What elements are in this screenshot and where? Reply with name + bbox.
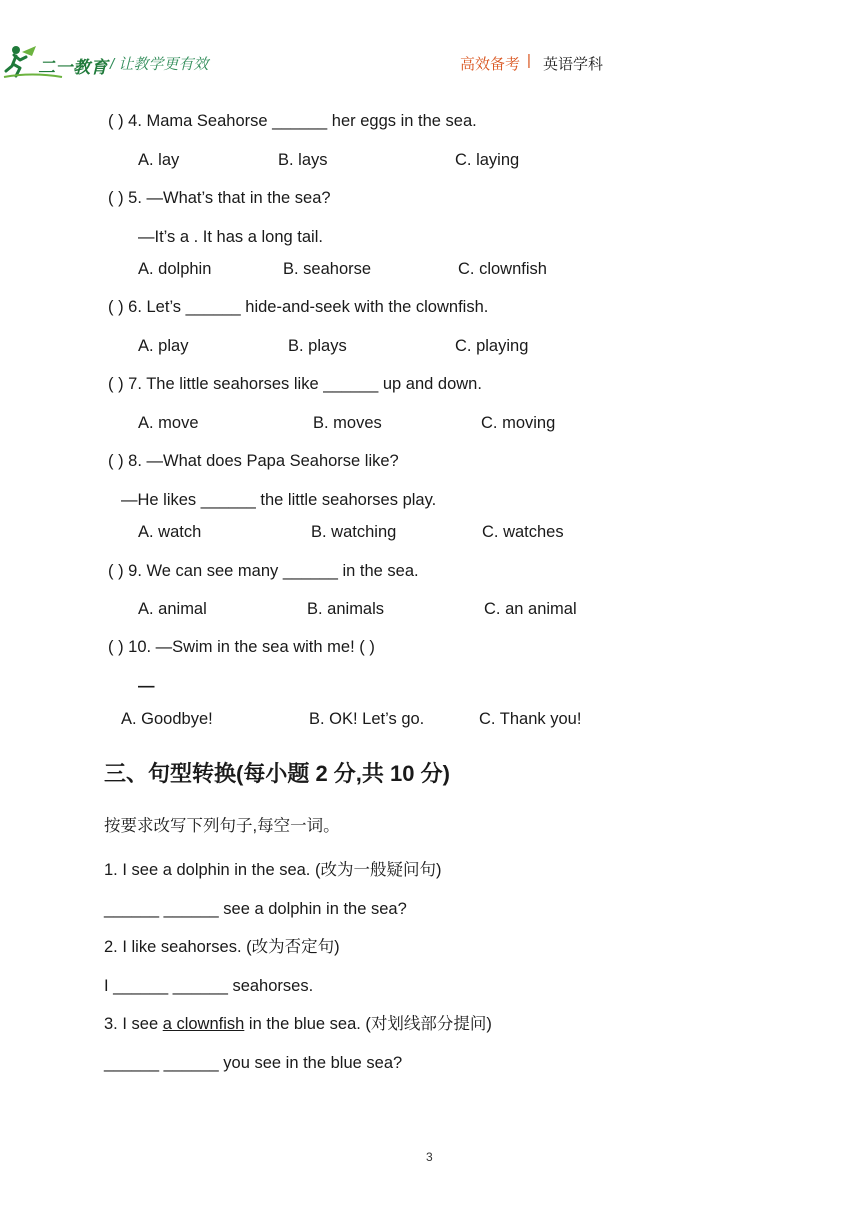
question-9-option-c: C. an animal xyxy=(484,600,577,618)
question-10-option-a: A. Goodbye! xyxy=(121,710,213,728)
question-9-option-b: B. animals xyxy=(307,600,385,618)
question-10-stem: ( ) 10. —Swim in the sea with me! ( ) xyxy=(108,638,375,656)
question-8-stem: ( ) 8. —What does Papa Seahorse like? xyxy=(108,452,399,470)
header-tag-subject: 英语学科 xyxy=(543,56,604,73)
section-3-instruction: 按要求改写下列句子,每空一词。 xyxy=(104,817,340,835)
transform-2-question: 2. I like seahorses. (改为否定句) xyxy=(104,938,340,956)
transform-3-underlined-phrase: a clownfish xyxy=(162,1015,245,1033)
question-7-stem: ( ) 7. The little seahorses like ______ up and down. xyxy=(108,375,482,393)
transform-3-question-post: in the blue sea. (对划线部分提问) xyxy=(244,1015,492,1033)
question-5-stem: ( ) 5. —What’s that in the sea? xyxy=(108,189,331,207)
question-10-option-c: C. Thank you! xyxy=(479,710,582,728)
section-3-title: 三、句型转换(每小题 2 分,共 10 分) xyxy=(104,761,450,786)
question-5-option-c: C. clownfish xyxy=(458,260,547,278)
question-6-option-a: A. play xyxy=(138,337,189,355)
header-separator: | xyxy=(527,52,531,69)
transform-2-answer: I ______ ______ seahorses. xyxy=(104,977,314,995)
transform-3-question-pre: 3. I see xyxy=(104,1015,163,1033)
question-8-option-c: C. watches xyxy=(482,523,564,541)
question-4-option-c: C. laying xyxy=(455,151,520,169)
transform-3-question xyxy=(104,1014,492,1034)
question-6-option-c: C. playing xyxy=(455,337,529,355)
question-9-option-a: A. animal xyxy=(138,600,207,618)
question-5-option-b: B. seahorse xyxy=(283,260,372,278)
question-7-option-b: B. moves xyxy=(313,414,382,432)
page-number: 3 xyxy=(426,1150,433,1164)
question-4-stem: ( ) 4. Mama Seahorse ______ her eggs in the sea. xyxy=(108,112,477,130)
question-8-option-b: B. watching xyxy=(311,523,397,541)
question-7-option-a: A. move xyxy=(138,414,199,432)
transform-1-question: 1. I see a dolphin in the sea. (改为一般疑问句) xyxy=(104,861,442,879)
question-10-reply: — xyxy=(138,677,155,695)
question-8-option-a: A. watch xyxy=(138,523,202,541)
header-tag-exam: 高效备考 xyxy=(460,56,521,73)
transform-3-answer: ______ ______ you see in the blue sea? xyxy=(104,1054,403,1072)
question-5-option-a: A. dolphin xyxy=(138,260,212,278)
question-8-reply: —He likes ______ the little seahorses play. xyxy=(121,491,437,509)
question-5-reply: —It’s a . It has a long tail. xyxy=(138,228,323,246)
question-4-option-b: B. lays xyxy=(278,151,328,169)
question-9-stem: ( ) 9. We can see many ______ in the sea. xyxy=(108,562,419,580)
question-4-option-a: A. lay xyxy=(138,151,180,169)
question-6-stem: ( ) 6. Let’s ______ hide-and-seek with the clownfish. xyxy=(108,298,489,316)
question-10-option-b: B. OK! Let’s go. xyxy=(309,710,425,728)
question-7-option-c: C. moving xyxy=(481,414,556,432)
brand-name: 二一教育 xyxy=(38,58,108,77)
transform-1-answer: ______ ______ see a dolphin in the sea? xyxy=(104,900,407,918)
slogan: / 让教学更有效 xyxy=(110,56,209,73)
question-6-option-b: B. plays xyxy=(288,337,347,355)
